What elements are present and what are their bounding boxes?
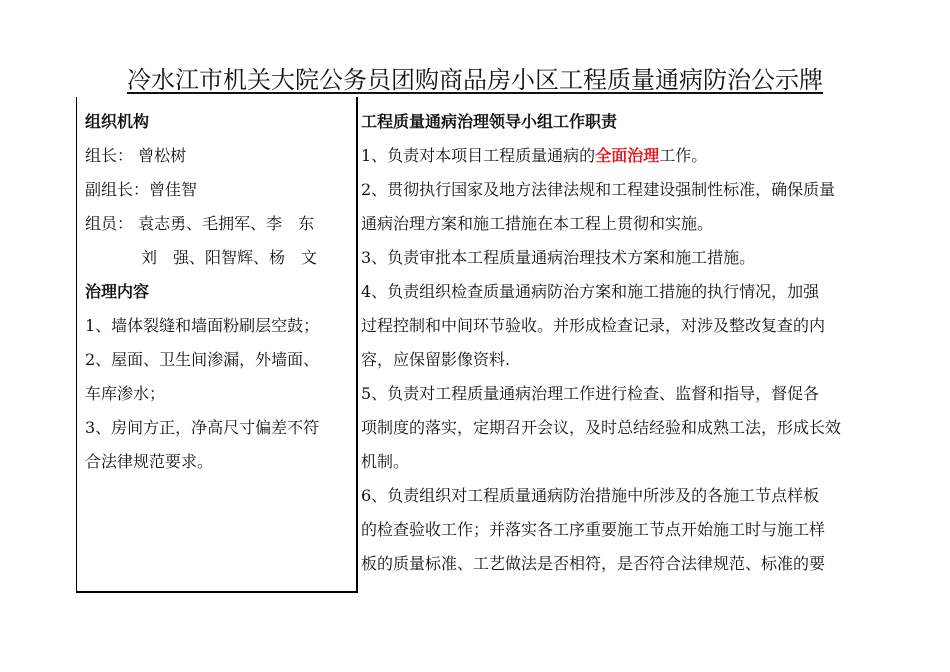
duties-heading: 工程质量通病治理领导小组工作职责 bbox=[361, 112, 618, 131]
duty-5b: 项制度的落实，定期召开会议，及时总结经验和成熟工法，形成长效 bbox=[361, 418, 842, 437]
duty-4a: 4、负责组织检查质量通病防治方案和施工措施的执行情况，加强 bbox=[361, 282, 820, 301]
duty-1-highlight: 全面治理 bbox=[595, 146, 660, 165]
duties-column bbox=[361, 105, 906, 581]
duty-1 bbox=[361, 139, 906, 173]
duty-5a: 5、负责对工程质量通病治理工作进行检查、监督和指导，督促各 bbox=[361, 384, 820, 403]
duty-6a: 6、负责组织对工程质量通病防治措施中所涉及的各施工节点样板 bbox=[361, 486, 820, 505]
duty-1-post: 工作。 bbox=[659, 146, 708, 165]
deputy-line: 副组长：曾佳智 bbox=[85, 180, 198, 199]
duty-2b: 通病治理方案和施工措施在本工程上贯彻和实施。 bbox=[361, 214, 714, 233]
duty-3: 3、负责审批本工程质量通病治理技术方案和施工措施。 bbox=[361, 248, 756, 267]
leader-line: 组长： 曾松树 bbox=[85, 146, 187, 165]
duty-4c: 容，应保留影像资料. bbox=[361, 350, 511, 369]
content-item-3b: 合法律规范要求。 bbox=[85, 452, 214, 471]
duty-6b: 的检查验收工作；并落实各工序重要施工节点开始施工时与施工样 bbox=[361, 520, 826, 539]
duty-1-pre: 1、负责对本项目工程质量通病的 bbox=[361, 146, 596, 165]
content-item-2a: 2、屋面、卫生间渗漏，外墙面、 bbox=[85, 350, 320, 369]
duty-5c: 机制。 bbox=[361, 452, 410, 471]
duty-4b: 过程控制和中间环节验收。并形成检查记录，对涉及整改复查的内 bbox=[361, 316, 826, 335]
duty-2a: 2、贯彻执行国家及地方法律法规和工程建设强制性标准，确保质量 bbox=[361, 180, 836, 199]
content-item-3a: 3、房间方正，净高尺寸偏差不符 bbox=[85, 418, 320, 437]
left-column-box bbox=[76, 97, 358, 593]
content-heading: 治理内容 bbox=[85, 282, 150, 301]
duty-6c: 板的质量标准、工艺做法是否相符，是否符合法律规范、标准的要 bbox=[361, 554, 826, 573]
members-line-1: 组员： 袁志勇、毛拥军、李 东 bbox=[85, 214, 315, 233]
org-heading: 组织机构 bbox=[85, 112, 150, 131]
content-item-2b: 车库渗水； bbox=[85, 384, 166, 403]
page-title: 冷水江市机关大院公务员团购商品房小区工程质量通病防治公示牌 bbox=[127, 66, 823, 94]
members-line-2: 刘 强、阳智辉、杨 文 bbox=[141, 248, 318, 267]
content-item-1: 1、墙体裂缝和墙面粉刷层空鼓； bbox=[85, 316, 320, 335]
